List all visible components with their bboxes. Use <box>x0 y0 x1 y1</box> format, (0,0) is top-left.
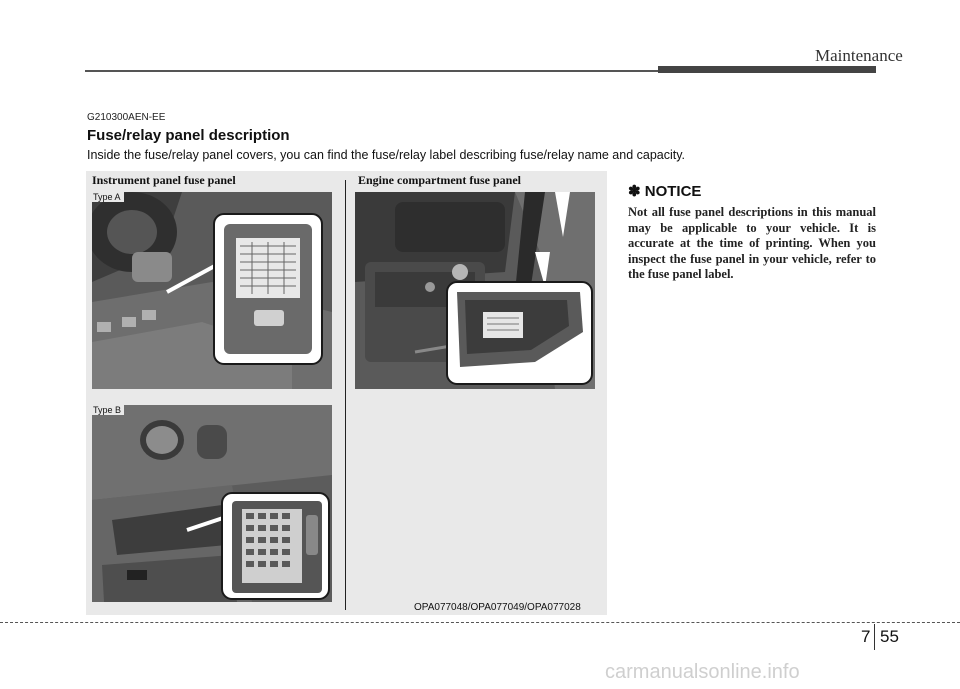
intro-text: Inside the fuse/relay panel covers, you can find the fuse/relay label describing fuse/relay name and capacity. <box>87 148 686 162</box>
figure-caption: OPA077048/OPA077049/OPA077028 <box>414 602 581 613</box>
notice-symbol-icon: ✽ <box>628 183 641 200</box>
reference-code: G210300AEN-EE <box>87 112 166 123</box>
page-number: 55 <box>880 627 899 646</box>
type-b-photo <box>92 405 332 602</box>
footer-rule <box>0 622 960 623</box>
notice-body: Not all fuse panel descriptions in this manual may be applicable to your vehicle. It is accurate at the time of printing. When you inspect the fuse panel in your vehicle, refer to the fuse panel label. <box>628 205 876 281</box>
type-b-tag: Type B <box>90 405 124 415</box>
page-number-separator <box>874 624 875 650</box>
type-a-tag: Type A <box>90 192 124 202</box>
engine-compartment-photo <box>355 192 595 389</box>
page-heading: Fuse/relay panel description <box>87 127 290 144</box>
type-a-photo <box>92 192 332 389</box>
watermark: carmanualsonline.info <box>605 661 800 683</box>
header-rule-accent <box>658 66 876 73</box>
section-title: Maintenance <box>815 46 903 65</box>
figure-divider <box>345 180 346 610</box>
notice-title-text: NOTICE <box>644 183 702 200</box>
instrument-panel-label: Instrument panel fuse panel <box>92 173 236 187</box>
chapter-number: 7 <box>861 627 871 646</box>
engine-compartment-label: Engine compartment fuse panel <box>358 173 521 187</box>
notice-title <box>628 182 701 200</box>
header-rule <box>85 70 660 72</box>
